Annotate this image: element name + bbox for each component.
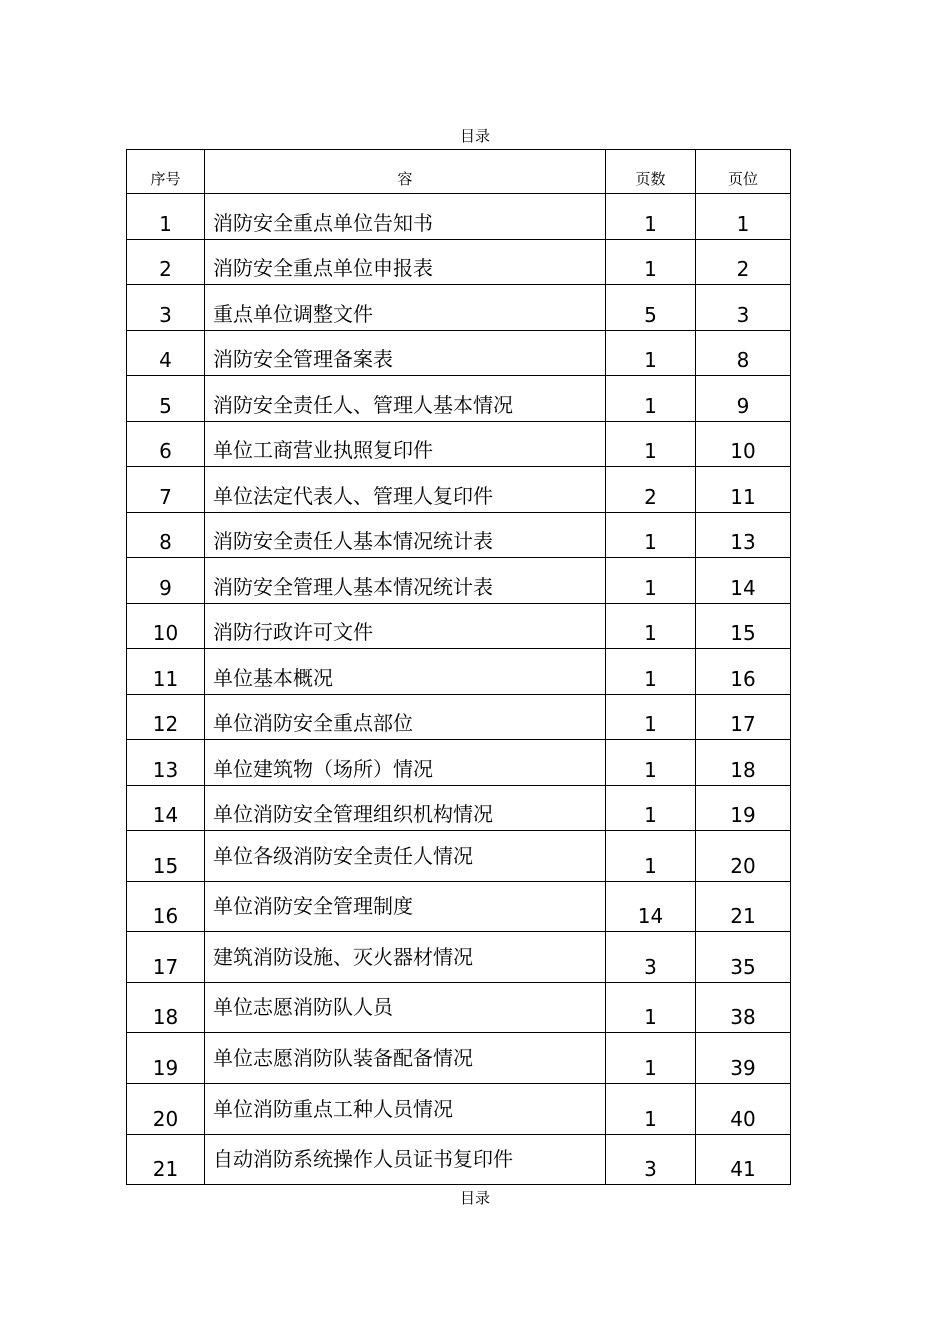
- table-row: [127, 740, 791, 786]
- row-pos: 3: [696, 285, 791, 331]
- row-pages: 1: [606, 376, 696, 422]
- row-pos: 13: [696, 512, 791, 558]
- row-num: 9: [127, 558, 205, 604]
- table-row: [127, 376, 791, 422]
- row-pages: 3: [606, 932, 696, 983]
- row-pos: 21: [696, 881, 791, 932]
- row-content: 消防安全重点单位申报表: [205, 239, 606, 285]
- row-pages: 1: [606, 831, 696, 882]
- table-row: [127, 467, 791, 513]
- row-pos: 14: [696, 558, 791, 604]
- row-num: 14: [127, 785, 205, 831]
- row-pages: 1: [606, 694, 696, 740]
- table-row: [127, 1083, 791, 1134]
- row-num: 11: [127, 649, 205, 695]
- row-pages: 1: [606, 1083, 696, 1134]
- row-content: 单位消防重点工种人员情况: [205, 1083, 606, 1134]
- row-num: 19: [127, 1033, 205, 1084]
- row-content: 单位消防安全管理制度: [205, 881, 606, 932]
- table-row: [127, 881, 791, 932]
- table-row: [127, 649, 791, 695]
- row-pages: 1: [606, 740, 696, 786]
- row-num: 2: [127, 239, 205, 285]
- row-pages: 1: [606, 982, 696, 1033]
- row-pages: 14: [606, 881, 696, 932]
- header-pos: 页位: [696, 150, 791, 194]
- row-content: 单位志愿消防队人员: [205, 982, 606, 1033]
- row-num: 17: [127, 932, 205, 983]
- row-num: 16: [127, 881, 205, 932]
- table-row: [127, 1033, 791, 1084]
- row-pages: 1: [606, 785, 696, 831]
- row-pos: 9: [696, 376, 791, 422]
- row-pages: 1: [606, 421, 696, 467]
- footer-title: 目录: [459, 1189, 490, 1207]
- row-pos: 2: [696, 239, 791, 285]
- table-header-row: [127, 150, 791, 194]
- row-pos: 16: [696, 649, 791, 695]
- row-content: 消防安全重点单位告知书: [205, 194, 606, 240]
- row-content: 单位消防安全重点部位: [205, 694, 606, 740]
- row-content: 消防安全责任人基本情况统计表: [205, 512, 606, 558]
- row-content: 单位志愿消防队装备配备情况: [205, 1033, 606, 1084]
- table-row: [127, 558, 791, 604]
- row-num: 7: [127, 467, 205, 513]
- page-title: 目录: [459, 127, 490, 145]
- row-pos: 41: [696, 1134, 791, 1185]
- row-num: 10: [127, 603, 205, 649]
- row-pages: 1: [606, 558, 696, 604]
- table-row: [127, 285, 791, 331]
- table-row: [127, 982, 791, 1033]
- row-content: 自动消防系统操作人员证书复印件: [205, 1134, 606, 1185]
- table-row: [127, 421, 791, 467]
- row-pos: 20: [696, 831, 791, 882]
- row-num: 15: [127, 831, 205, 882]
- row-pages: 2: [606, 467, 696, 513]
- row-pages: 1: [606, 330, 696, 376]
- toc-table: [126, 149, 791, 1185]
- header-num: 序号: [127, 150, 205, 194]
- row-content: 单位法定代表人、管理人复印件: [205, 467, 606, 513]
- row-num: 12: [127, 694, 205, 740]
- table-row: [127, 512, 791, 558]
- table-row: [127, 1134, 791, 1185]
- row-pos: 10: [696, 421, 791, 467]
- row-pos: 19: [696, 785, 791, 831]
- row-pos: 17: [696, 694, 791, 740]
- header-pages: 页数: [606, 150, 696, 194]
- row-pages: 1: [606, 603, 696, 649]
- row-pages: 1: [606, 1033, 696, 1084]
- row-num: 13: [127, 740, 205, 786]
- table-row: [127, 330, 791, 376]
- row-num: 6: [127, 421, 205, 467]
- table-row: [127, 194, 791, 240]
- header-content: 容: [205, 150, 606, 194]
- row-content: 建筑消防设施、灭火器材情况: [205, 932, 606, 983]
- row-num: 3: [127, 285, 205, 331]
- row-pos: 1: [696, 194, 791, 240]
- row-num: 21: [127, 1134, 205, 1185]
- row-content: 单位各级消防安全责任人情况: [205, 831, 606, 882]
- row-pos: 38: [696, 982, 791, 1033]
- row-content: 单位建筑物（场所）情况: [205, 740, 606, 786]
- row-content: 单位消防安全管理组织机构情况: [205, 785, 606, 831]
- row-content: 单位工商营业执照复印件: [205, 421, 606, 467]
- row-num: 8: [127, 512, 205, 558]
- row-pages: 1: [606, 512, 696, 558]
- row-content: 消防行政许可文件: [205, 603, 606, 649]
- row-num: 1: [127, 194, 205, 240]
- row-content: 重点单位调整文件: [205, 285, 606, 331]
- row-pages: 5: [606, 285, 696, 331]
- row-pages: 3: [606, 1134, 696, 1185]
- row-pos: 35: [696, 932, 791, 983]
- row-pos: 40: [696, 1083, 791, 1134]
- row-pos: 11: [696, 467, 791, 513]
- row-pos: 8: [696, 330, 791, 376]
- row-num: 20: [127, 1083, 205, 1134]
- row-pos: 39: [696, 1033, 791, 1084]
- row-num: 18: [127, 982, 205, 1033]
- row-pages: 1: [606, 194, 696, 240]
- table-row: [127, 831, 791, 882]
- row-pos: 15: [696, 603, 791, 649]
- row-pos: 18: [696, 740, 791, 786]
- row-content: 消防安全管理备案表: [205, 330, 606, 376]
- row-pages: 1: [606, 649, 696, 695]
- table-row: [127, 694, 791, 740]
- table-row: [127, 603, 791, 649]
- row-pages: 1: [606, 239, 696, 285]
- row-content: 消防安全管理人基本情况统计表: [205, 558, 606, 604]
- table-row: [127, 239, 791, 285]
- row-num: 5: [127, 376, 205, 422]
- table-row: [127, 932, 791, 983]
- row-content: 消防安全责任人、管理人基本情况: [205, 376, 606, 422]
- row-num: 4: [127, 330, 205, 376]
- row-content: 单位基本概况: [205, 649, 606, 695]
- table-row: [127, 785, 791, 831]
